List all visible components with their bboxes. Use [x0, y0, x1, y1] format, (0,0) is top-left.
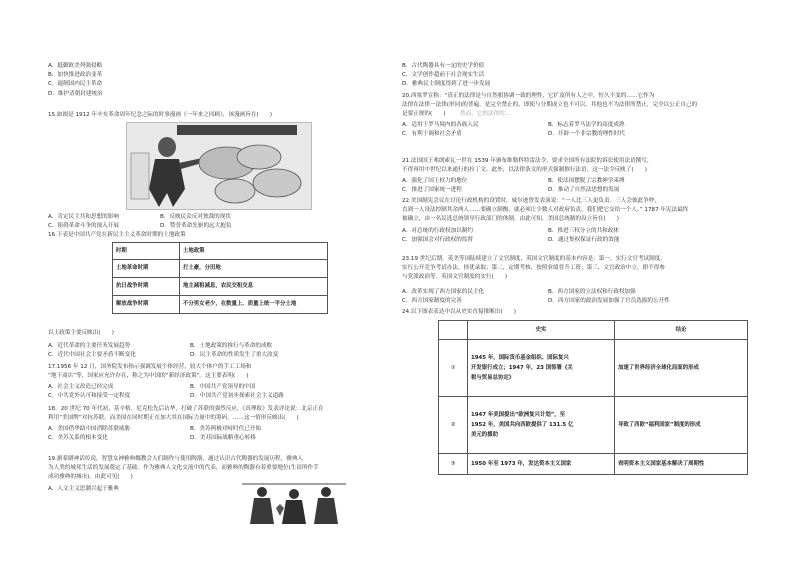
table-header-cell — [439, 321, 468, 340]
question-22-line3: 被确立，由一名民选总统领导行政部门的体制。由此可知，美国总统制的设立旨在( ) — [402, 216, 619, 222]
table-cell: ② — [439, 397, 468, 454]
question-19-line1: 19.据希腊神话传说，智慧女神雅典娜教会人们制作与使用陶器，通过认识古代陶器的发展历程，雅典人 — [48, 456, 304, 462]
q17-option-c: C．中共党外认可和接受一定程度 — [48, 393, 131, 399]
question-20-line1: 20.西塞罗宣称：“真正的法律是与自然相协调一致的理性，它扩及所有人之中，恒久不变的……它作为 — [402, 93, 655, 99]
table-cell — [468, 340, 615, 397]
question-22-line1: 22.美国制宪会议在讨论行政机构的设置时，威尔逊曾发表演说：“一人比三人更负责。三人会彼此争吵， — [402, 198, 660, 204]
table-cell — [468, 397, 615, 454]
q23-option-b: B．西方国家的立法权和行政权加强 — [548, 289, 636, 295]
q23-option-d: D．西方国家的政治发展加强了官员选拔的公开性 — [548, 298, 670, 304]
q22-option-b: B．推进三权分立的共和政体 — [548, 228, 619, 234]
table-cell: 土地革命时期 — [113, 260, 180, 278]
fact-line: 1952 年，美国共向西欧提供了 131.5 亿 — [471, 421, 574, 428]
fact-line: 1947 年美国提出“欧洲复兴计划”，至 — [471, 411, 566, 418]
q18-option-d: D．美苏国际战略重心转移 — [190, 435, 256, 441]
greek-vase-image — [240, 482, 348, 526]
table-cell: 打土豪，分田地 — [180, 260, 328, 278]
q21-option-d: D．推动了自然法思想的发展 — [548, 187, 620, 193]
table-cell: ③ — [439, 454, 468, 475]
q18-option-b: B．美苏两极对峙时代已开始 — [190, 426, 261, 432]
q23-option-c: C．西方国家制度的完善 — [402, 298, 462, 304]
question-22-line2: 直到一人设法控制其余两人……要确立制衡，就必须让少数人对政府负责，我们把它交给一个人。” 1787 年宪法最终 — [402, 207, 689, 213]
table-cell: 加速了世界经济全球化局面的形成 — [615, 340, 748, 397]
question-23-line2: 实行公开竞争考试办法，择优录取；第二，定期考核、按照业绩晋升工资；第三，文官政治中立，即不得参 — [402, 265, 665, 271]
question-19-line2: 为人类的城邦生活的发展奠定了基础。作为雅典人文化交流中的代表，而雅典的陶器有着重要地位(生田所作手 — [48, 465, 319, 471]
q15-option-c: C．阻碍革命斗争的深入开展 — [48, 223, 120, 229]
option-c: C．文学创作超前于社会现实生活 — [402, 72, 485, 78]
q15-option-a: A．肯定民主共和思想的影响 — [48, 214, 119, 220]
table-row — [113, 278, 328, 296]
question-20-line2: 法律在法律一法律(形同)的普遍，是完全禁止的，即使与分期成立也不可以，其他也不为法律所禁止，完全以公正自己的 — [402, 102, 698, 108]
question-20-line3: 是要正规的( ) — [402, 111, 446, 117]
question-19-line3: 成功雅典的城市)。由此可见( ) — [48, 474, 133, 480]
question-21-line2: 不得再用中世纪以来通行的拉丁文。此外，以法律条文的形式强制推行法语，这一法令反映了( ) — [402, 167, 647, 173]
question-18-line2: 利用“美国牌”对抗苏联，而美国在同时期正在加大其在国际力量中的筹码。……这一情形反映出( ) — [48, 415, 299, 421]
table-cell: 表明资本主义国家基本解决了周期性 — [615, 454, 748, 475]
table-cell: 解放战争时期 — [113, 296, 180, 314]
table-cell: 土地政策 — [180, 243, 328, 260]
table-row — [439, 321, 748, 340]
fact-line: 1950 年至 1973 年，发达资本主义国家 — [471, 460, 572, 467]
option-a: A．抵御欧美列强侵略 — [48, 63, 103, 69]
question-23-line1: 23.19 世纪后期，英美等国陆续建立了文官制度，英国文官制度的基本内容是：第一，实行文官考试制度， — [402, 256, 666, 262]
q19-option-a: A．人文主义思潮兴起于雅典 — [48, 486, 119, 492]
q20-option-a: A．适用于罗马境内的各族人民 — [402, 122, 479, 128]
question-15: 15.如图是 1912 年辛亥革命周年纪念之际的时事漫画《一年来之回顾》，该漫画旨在( ) — [48, 112, 273, 118]
q22-option-c: C．加强国会对行政权的监督 — [402, 237, 474, 243]
q16-option-d: D．民主革命的性质发生了重大改变 — [190, 352, 279, 358]
fact-line: 开发银行成立；1947 年，23 国签署《关 — [471, 364, 573, 371]
q17-option-b: B．中国共产党领导的中国 — [190, 384, 256, 390]
land-policy-table — [112, 242, 328, 314]
q21-option-a: A．强化了国王权力的地位 — [402, 178, 468, 184]
q16-option-a: A．近代革命的主要任务发展趋势 — [48, 343, 131, 349]
table-header-cell: 史实 — [468, 321, 615, 340]
q23-option-a: A．改革实现了西方国家的民主化 — [402, 289, 485, 295]
q17-option-a: A．社会主义改造已经完成 — [48, 384, 114, 390]
table-row — [113, 260, 328, 278]
table-cell: ① — [439, 340, 468, 397]
q21-option-b: B．使法国摆脱了宗教神学束缚 — [548, 178, 625, 184]
q20-option-c: C．有利于调和社会矛盾 — [402, 131, 462, 137]
table-header-cell: 结论 — [615, 321, 748, 340]
option-b: B．加快推进政治变革 — [48, 72, 103, 78]
q17-option-d: D．中国共产党初步探索社会主义道路 — [190, 393, 284, 399]
table-row — [439, 340, 748, 397]
question-17-line1: 17.1956 年 12 月，国务院发布指示强调发展个体经营，较大个体户的手工工场和 — [48, 364, 252, 370]
question-24: 24.以下图表表达中以从史实直接推断出( ) — [402, 309, 516, 315]
q21-option-c: C．推进了国家统一进程 — [402, 187, 462, 193]
table-cell: 导致了西欧“福利国家”制度的形成 — [615, 397, 748, 454]
q22-option-d: D．通过集权保证行政的效能 — [548, 237, 620, 243]
q20-option-b: B．标志着罗马法学的高度成熟 — [548, 122, 625, 128]
option-c: C．遏制国内民主革命 — [48, 81, 103, 87]
table-row — [439, 397, 748, 454]
q16-prompt: 以上政策主要反映出( ) — [48, 330, 114, 336]
question-17-line2: “地下商店”等，国家应允许存在，称之为中国的“新经济政策”。这主要表明( ) — [48, 373, 249, 379]
table-row — [439, 454, 748, 475]
history-facts-table — [438, 320, 748, 475]
q15-option-b: B．反映民众反对独裁的现状 — [160, 214, 231, 220]
question-18-line1: 18．20 世纪 70 年代初，基辛格、尼克松先后访华，打破了苏联的强烈反应，《真理报》发表评论说：北京正在 — [48, 406, 324, 412]
option-d: D．维护清朝封建统治 — [48, 91, 103, 97]
q18-option-c: C．美苏关系的根本变化 — [48, 435, 108, 441]
table-cell — [468, 454, 615, 475]
q15-option-d: D．赞誉革命先驱的远大抱负 — [160, 223, 232, 229]
q22-option-a: A．对总统的行政权加以制约 — [402, 228, 473, 234]
q16-option-b: B．土地政策的推行与革命的成败 — [190, 343, 273, 349]
q18-option-a: A．美国借华助中国消除苏联威胁 — [48, 426, 131, 432]
question-21-line1: 21.法国国王弗朗索瓦一世在 1539 年颁布维勒科特雷法令，要求全国所有法院的诉讼使用法语撰写， — [402, 158, 653, 164]
table-row — [113, 243, 328, 260]
question-23-line3: 与党派政治等。英国文官制度的实行( ) — [402, 274, 508, 280]
table-cell: 时期 — [113, 243, 180, 260]
option-b: B．古代陶器具有一定的史学价值 — [402, 63, 485, 69]
table-row — [113, 296, 328, 314]
fact-line: 美元的援助 — [471, 431, 498, 438]
fact-line: 1945 年，国际货币基金组织、国际复兴 — [471, 354, 569, 361]
q16-option-c: C．近代中国社会主要矛盾不断变化 — [48, 352, 136, 358]
option-d: D．雅典民主制度得到了进一步发展 — [402, 81, 491, 87]
question-16: 16.下表是中国共产党在新民主主义革命时期的土地政策 — [48, 232, 186, 238]
q20-option-d: D．开辟一个非宗教的理性时代 — [548, 131, 626, 137]
cartoon-image — [126, 122, 312, 210]
table-cell: 不分男女老少，在数量上、质量上统一平分土地 — [180, 296, 328, 314]
table-cell: 地主减租减息，农民交租交息 — [180, 278, 328, 296]
fact-line: 税与贸易总协定》 — [471, 374, 515, 381]
question-20-note: 然而，它的法律的… — [460, 111, 511, 117]
table-cell: 抗日战争时期 — [113, 278, 180, 296]
